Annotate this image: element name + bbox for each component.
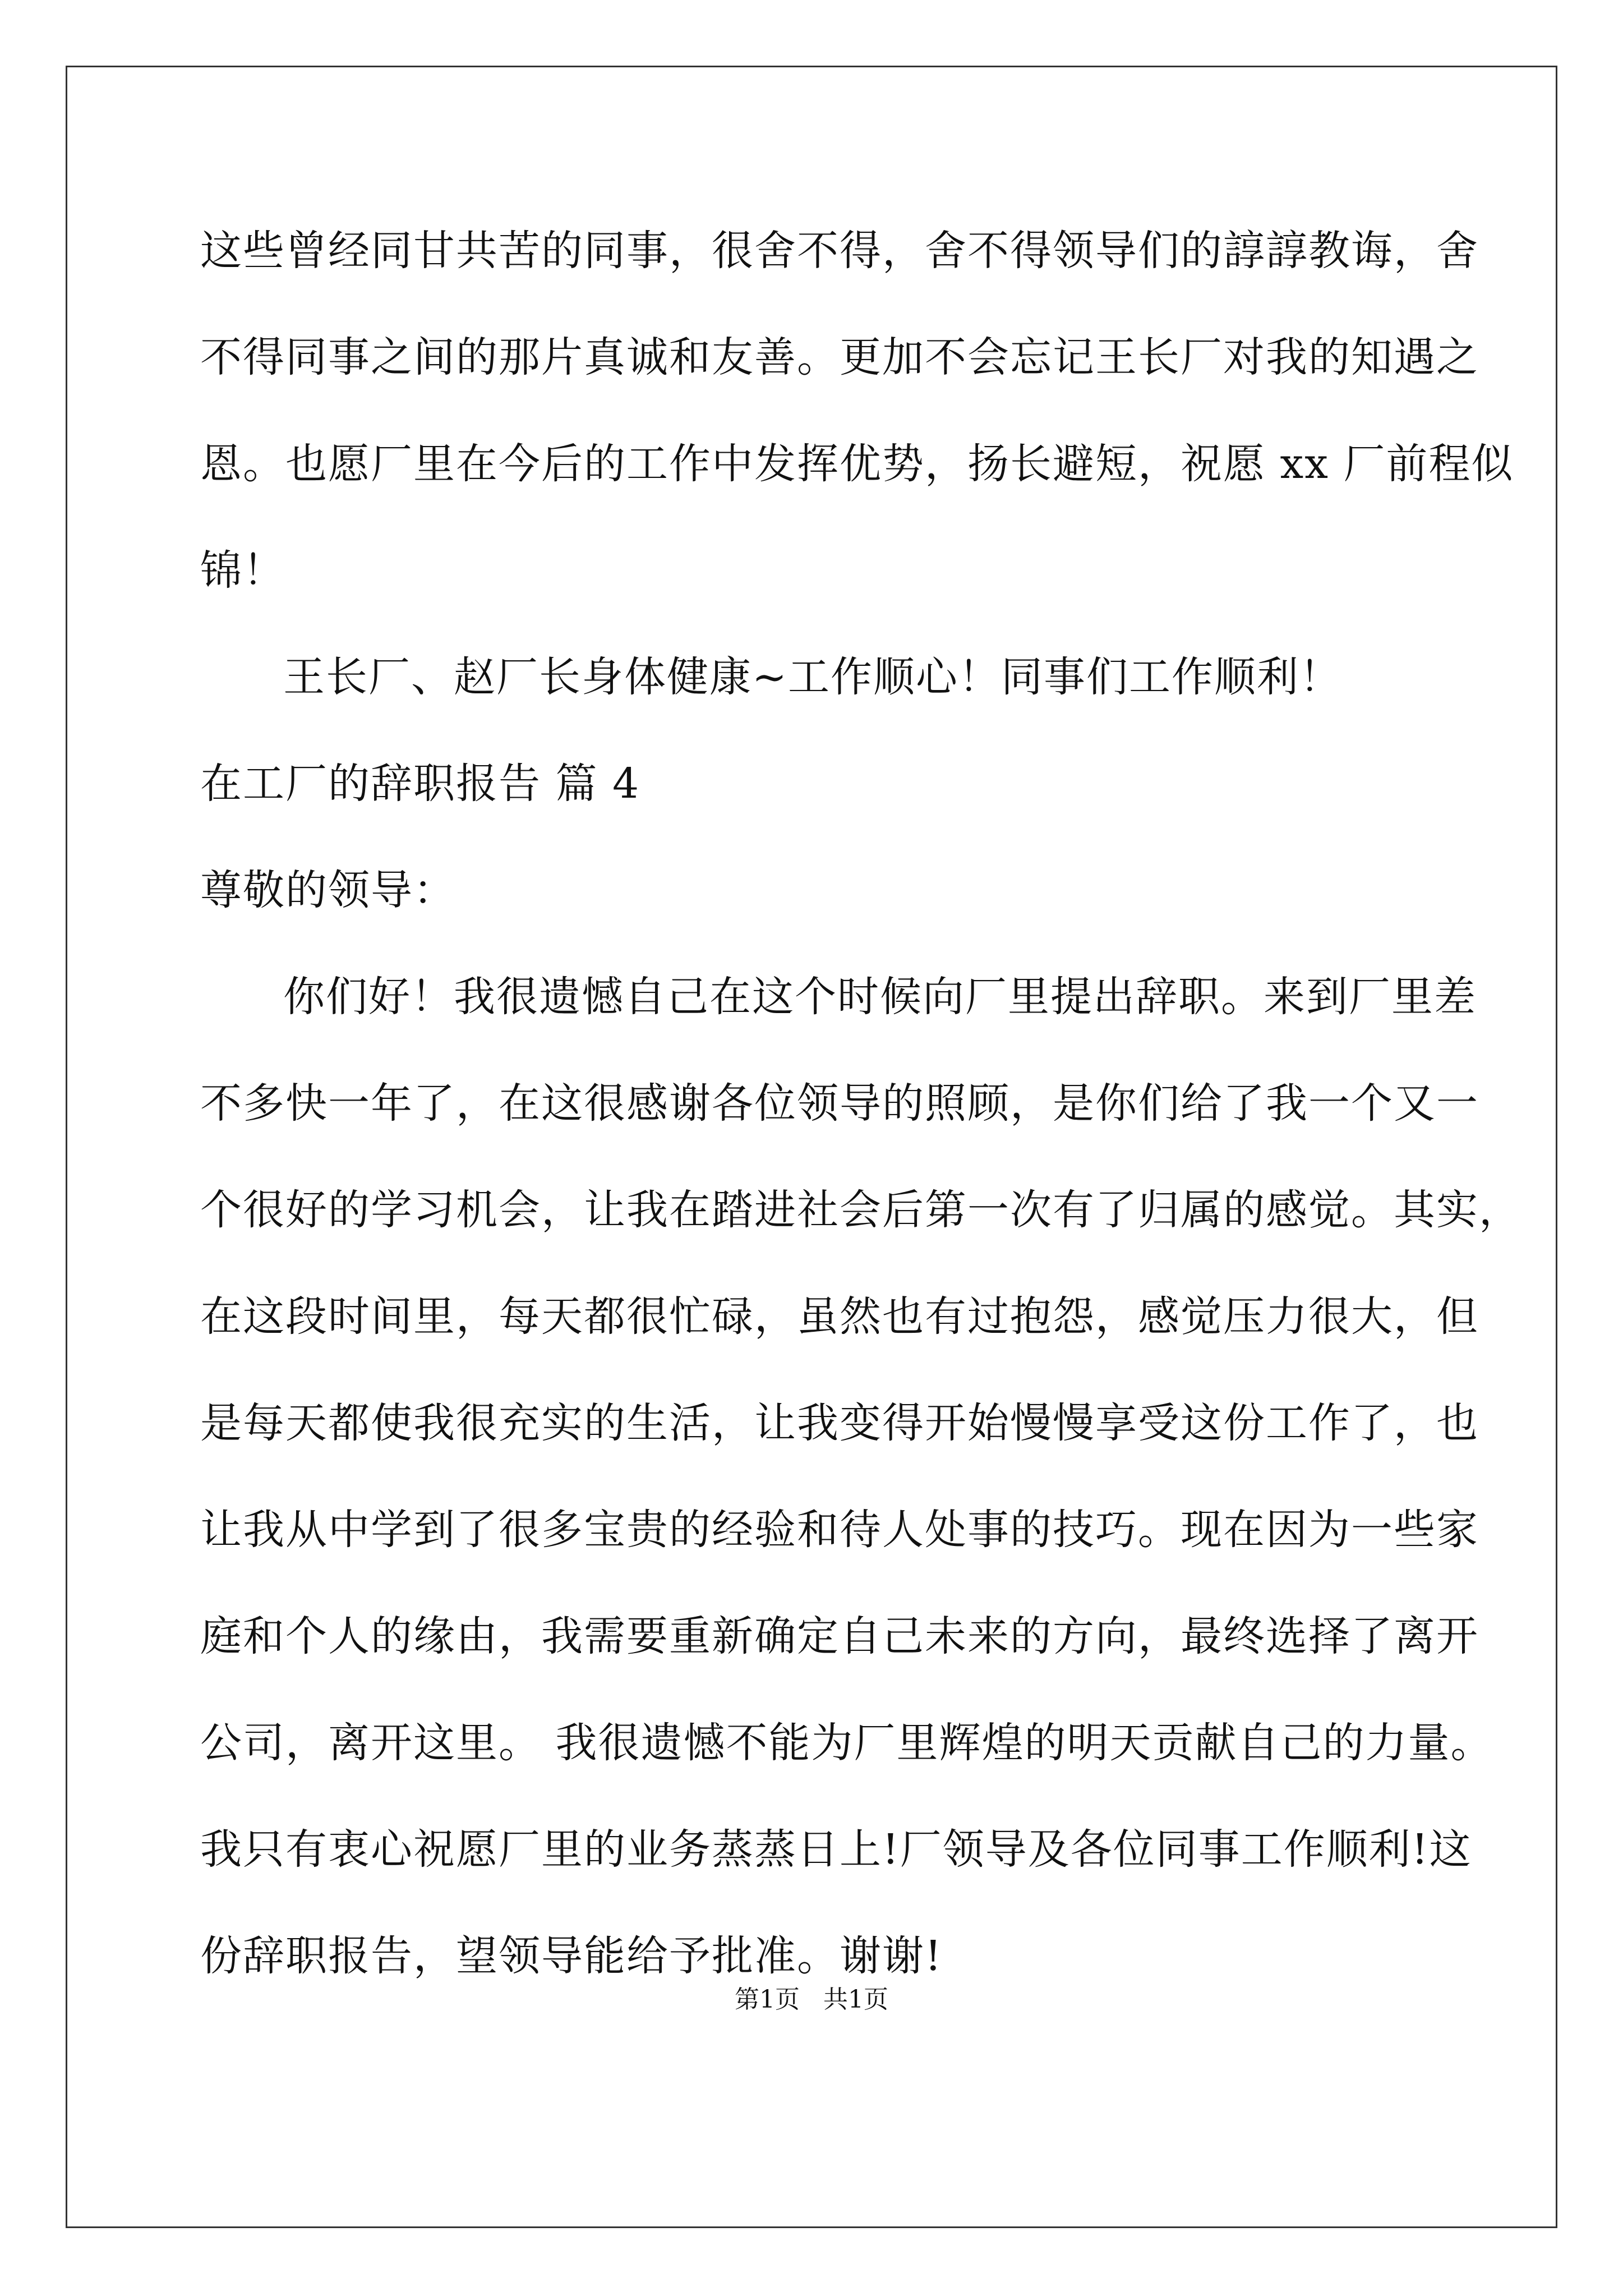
text-line-16: 我只有衷心祝愿厂里的业务蒸蒸日上!厂领导及各位同事工作顺利!这 [200,1825,1472,1874]
text-line-17: 份辞职报告，望领导能给予批准。谢谢! [200,1932,943,1980]
text-line-4: 锦！ [200,546,285,595]
text-line-9: 不多快一年了，在这很感谢各位领导的照顾，是你们给了我一个又一 [200,1079,1479,1128]
section-heading: 在工厂的辞职报告 篇 4 [200,760,640,808]
text-line-10: 个很好的学习机会，让我在踏进社会后第一次有了归属的感觉。其实， [200,1186,1521,1234]
text-line-11: 在这段时间里，每天都很忙碌，虽然也有过抱怨，感觉压力很大，但 [200,1292,1479,1341]
text-line-2: 不得同事之间的那片真诚和友善。更加不会忘记王长厂对我的知遇之 [200,333,1479,381]
salutation: 尊敬的领导： [200,866,456,914]
text-line-13: 让我从中学到了很多宝贵的经验和待人处事的技巧。现在因为一些家 [200,1506,1479,1554]
page-footer: 第1页 共1页 [735,1985,888,2014]
text-line-15: 公司，离开这里。 我很遗憾不能为厂里辉煌的明天贡献自己的力量。 [200,1719,1493,1767]
text-line-8: 你们好！我很遗憾自己在这个时候向厂里提出辞职。来到厂里差 [283,973,1477,1021]
text-line-3: 恩。也愿厂里在今后的工作中发挥优势，扬长避短，祝愿 xx 厂前程似 [200,440,1514,488]
text-line-12: 是每天都使我很充实的生活，让我变得开始慢慢享受这份工作了，也 [200,1399,1479,1447]
text-line-14: 庭和个人的缘由，我需要重新确定自己未来的方向，最终选择了离开 [200,1612,1479,1660]
text-line-5: 王长厂、赵厂长身体健康~工作顺心！同事们工作顺利！ [283,653,1343,701]
page-border [66,66,1557,2228]
text-line-1: 这些曾经同甘共苦的同事，很舍不得，舍不得领导们的諄諄教诲，舍 [200,227,1479,275]
